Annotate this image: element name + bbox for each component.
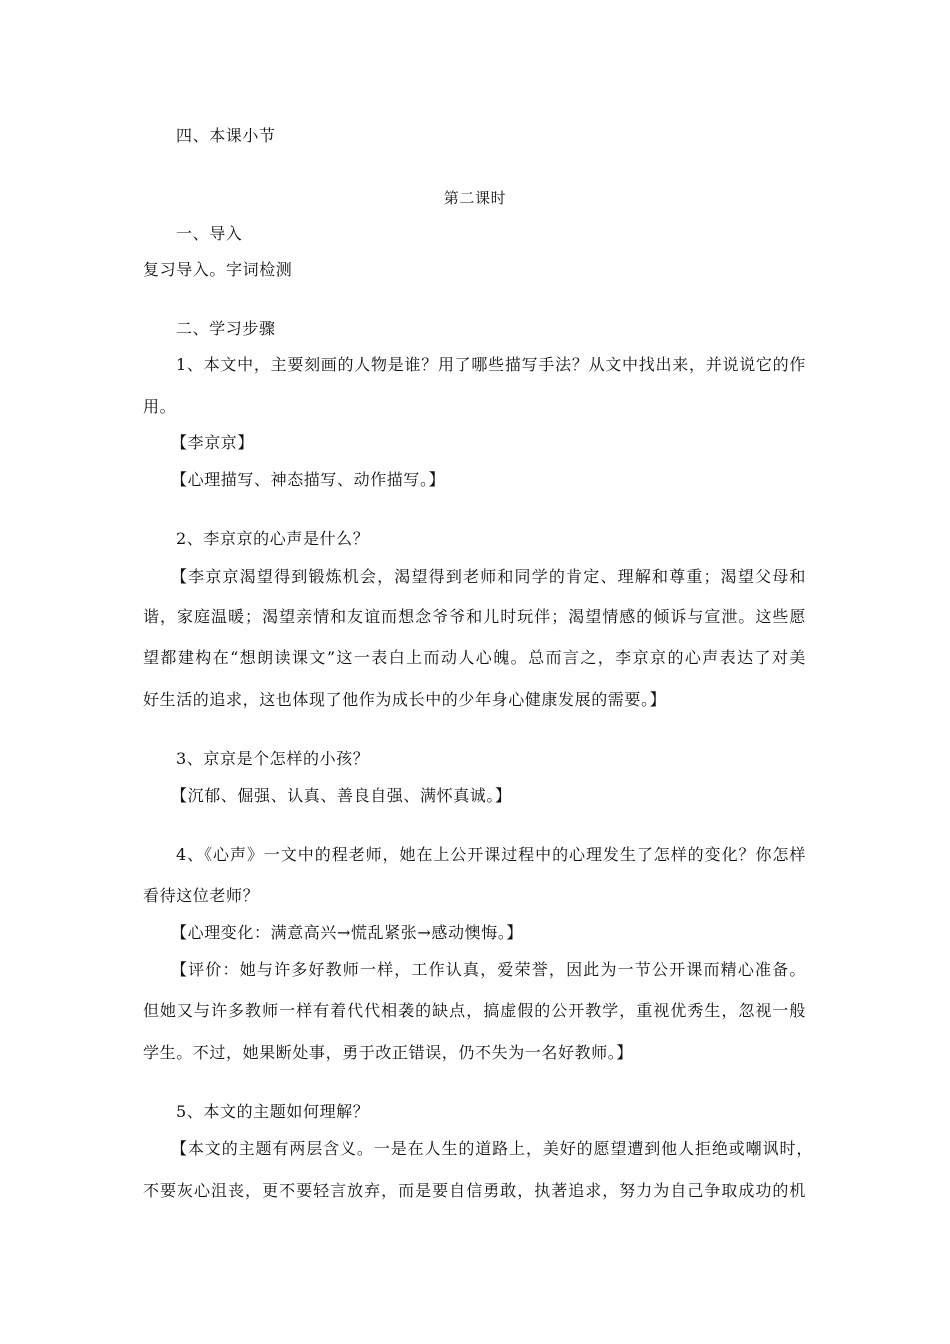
question-1-line-1: 1、本文中，主要刻画的人物是谁？用了哪些描写手法？从文中找出来，并说说它的作 [176,355,806,374]
answer-5-line-2: 不要灰心沮丧，更不要轻言放弃，而是要自信勇敢，执著追求，努力为自己争取成功的机 [143,1181,806,1200]
answer-5-line-1: 【本文的主题有两层含义。一是在人生的道路上，美好的愿望遭到他人拒绝或嘲讽时， [171,1139,813,1158]
answer-4-change: 【心理变化：满意高兴→慌乱紧张→感动懊悔。】 [171,923,524,942]
answer-4-eval-line-1: 【评价：她与许多好教师一样，工作认真，爱荣誉，因此为一节公开课而精心准备。 [171,960,806,979]
answer-4-eval-line-3: 学生。不过，她果断处事，勇于改正错误，仍不失为一名好教师。】 [143,1043,634,1062]
question-3: 3、京京是个怎样的小孩？ [176,749,370,768]
intro-heading: 一、导入 [176,224,243,243]
question-4-line-2: 看待这位老师？ [143,886,260,905]
question-2: 2、李京京的心声是什么？ [176,529,370,548]
question-5: 5、本文的主题如何理解？ [176,1102,370,1121]
lesson-2-title: 第二课时 [443,189,507,207]
question-1-line-2: 用。 [143,397,177,416]
answer-2-line-1: 【李京京渴望得到锻炼机会，渴望得到老师和同学的肯定、理解和尊重；渴望父母和 [171,567,806,586]
steps-heading: 二、学习步骤 [176,319,276,338]
answer-4-eval-line-2: 但她又与许多教师一样有着代代相袭的缺点，搞虚假的公开教学，重视优秀生，忽视一般 [143,1001,806,1020]
question-4-line-1: 4、《心声》一文中的程老师，她在上公开课过程中的心理发生了怎样的变化？你怎样 [176,845,806,864]
answer-2-line-4: 好生活的追求，这也体现了他作为成长中的少年身心健康发展的需要。】 [143,690,667,709]
section-4-heading: 四、本课小节 [176,126,276,145]
intro-text: 复习导入。字词检测 [143,260,293,279]
answer-2-line-2: 谐，家庭温暖；渴望亲情和友谊而想念爷爷和儿时玩伴；渴望情感的倾诉与宣泄。这些愿 [143,607,806,626]
answer-2-line-3: 望都建构在“想朗读课文”这一表白上而动人心魄。总而言之，李京京的心声表达了对美 [143,648,806,667]
answer-1-person: 【李京京】 [171,433,255,452]
answer-1-methods: 【心理描写、神态描写、动作描写。】 [171,470,446,489]
answer-3: 【沉郁、倔强、认真、善良自强、满怀真诚。】 [171,786,512,805]
